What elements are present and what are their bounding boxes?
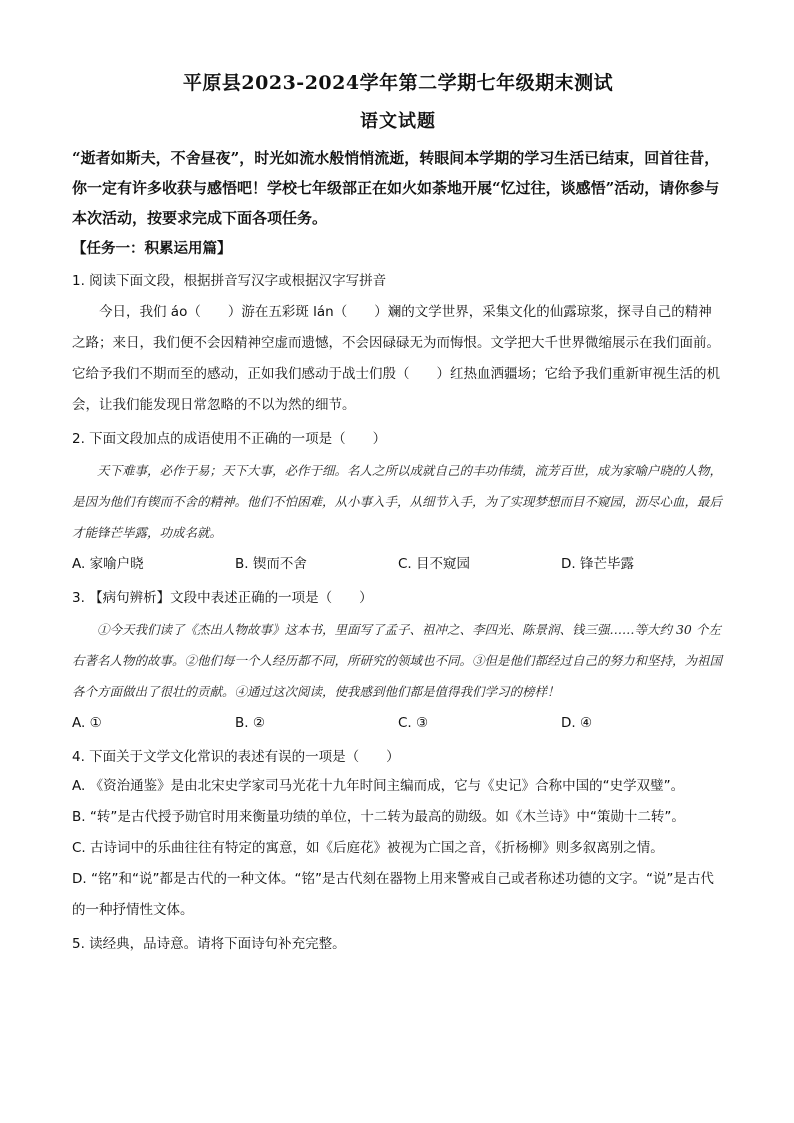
question-2-options — [72, 550, 724, 578]
question-1 — [72, 267, 724, 421]
option-b[interactable]: B. 锲而不舍 — [235, 556, 307, 572]
question-2-prompt: 2. 下面文段加点的成语使用不正确的一项是（ ） — [72, 431, 387, 447]
question-4 — [72, 743, 724, 926]
question-3-options — [72, 709, 724, 737]
option-a[interactable]: A. 《资治通鉴》是由北宋史学家司马光花十九年时间主编而成，它与《史记》合称中国的“史学双璧”。 — [72, 778, 685, 794]
intro-paragraph: “逝者如斯夫，不舍昼夜”，时光如流水般悄悄流逝，转眼间本学期的学习生活已结束，回首往昔，你一定有许多收获与感悟吧！学校七年级部正在如火如荼地开展“忆过往，谈感悟”活动，请你参与本次活动，按要求完成下面各项任务。 — [72, 149, 720, 227]
option-b[interactable]: B. “转”是古代授予勋官时用来衡量功绩的单位，十二转为最高的勋级。如《木兰诗》中“策勋十二转”。 — [72, 809, 685, 825]
question-3-passage: ①今天我们读了《杰出人物故事》这本书，里面写了孟子、祖冲之、李四光、陈景润、钱三强……等大约 30 个左右著名人物的故事。②他们每一个人经历都不同，所研究的领域也不同。③但是他们都经过自己的努力和坚持，为祖国各个方面做出了很壮的贡献。④通过这次阅读，使我感到他们都是值得我们学习的榜样！ — [72, 622, 723, 699]
exam-subtitle: 语文试题 — [360, 111, 436, 132]
exam-title: 平原县2023-2024学年第二学期七年级期末测试 — [182, 72, 614, 94]
question-3-prompt: 3. 【病句辨析】文段中表述正确的一项是（ ） — [72, 590, 373, 606]
option-c[interactable]: C. 古诗词中的乐曲往往有特定的寓意，如《后庭花》被视为亡国之音，《折杨柳》则多叙离别之情。 — [72, 840, 664, 856]
question-2-passage: 天下难事，必作于易；天下大事，必作于细。名人之所以成就自己的丰功伟绩，流芳百世，成为家喻户晓的人物，是因为他们有锲而不舍的精神。他们不怕困难，从小事入手，从细节入手，为了实现梦想而目不窥园，沥尽心血，最后才能锋芒毕露，功成名就。 — [72, 463, 723, 540]
option-c[interactable]: C. 目不窥园 — [398, 556, 471, 572]
exam-page — [72, 68, 724, 958]
option-b[interactable]: B. ② — [235, 715, 265, 731]
question-3 — [72, 584, 724, 737]
question-5 — [72, 930, 724, 958]
option-c[interactable]: C. ③ — [398, 715, 429, 731]
question-5-prompt: 5. 读经典，品诗意。请将下面诗句补充完整。 — [72, 936, 346, 952]
option-a[interactable]: A. ① — [72, 715, 102, 731]
question-4-prompt: 4. 下面关于文学文化常识的表述有误的一项是（ ） — [72, 749, 400, 765]
section-heading: 【任务一：积累运用篇】 — [72, 240, 232, 257]
question-1-prompt: 1. 阅读下面文段，根据拼音写汉字或根据汉字写拼音 — [72, 273, 387, 289]
question-1-text: 今日，我们 áo（ ）游在五彩斑 lán（ ）斓的文学世界，采集文化的仙露琼浆，探寻自己的精神之路；来日，我们便不会因精神空虚而遗憾，不会因碌碌无为而悔恨。文学把大千世界微缩展示在我们面前。它给予我们不期而至的感动，正如我们感动于战士们殷（ ）红热血洒疆场；它给予我们重新审视生活的机会，让我们能发现日常忽略的不以为然的细节。 — [72, 304, 720, 413]
option-d[interactable]: D. ④ — [561, 715, 593, 731]
option-d[interactable]: D. “铭”和“说”都是古代的一种文体。“铭”是古代刻在器物上用来警戒自己或者称述功德的文字。“说”是古代的一种抒情性文体。 — [72, 871, 714, 918]
option-a[interactable]: A. 家喻户晓 — [72, 556, 144, 572]
question-2 — [72, 425, 724, 578]
option-d[interactable]: D. 锋芒毕露 — [561, 556, 634, 572]
